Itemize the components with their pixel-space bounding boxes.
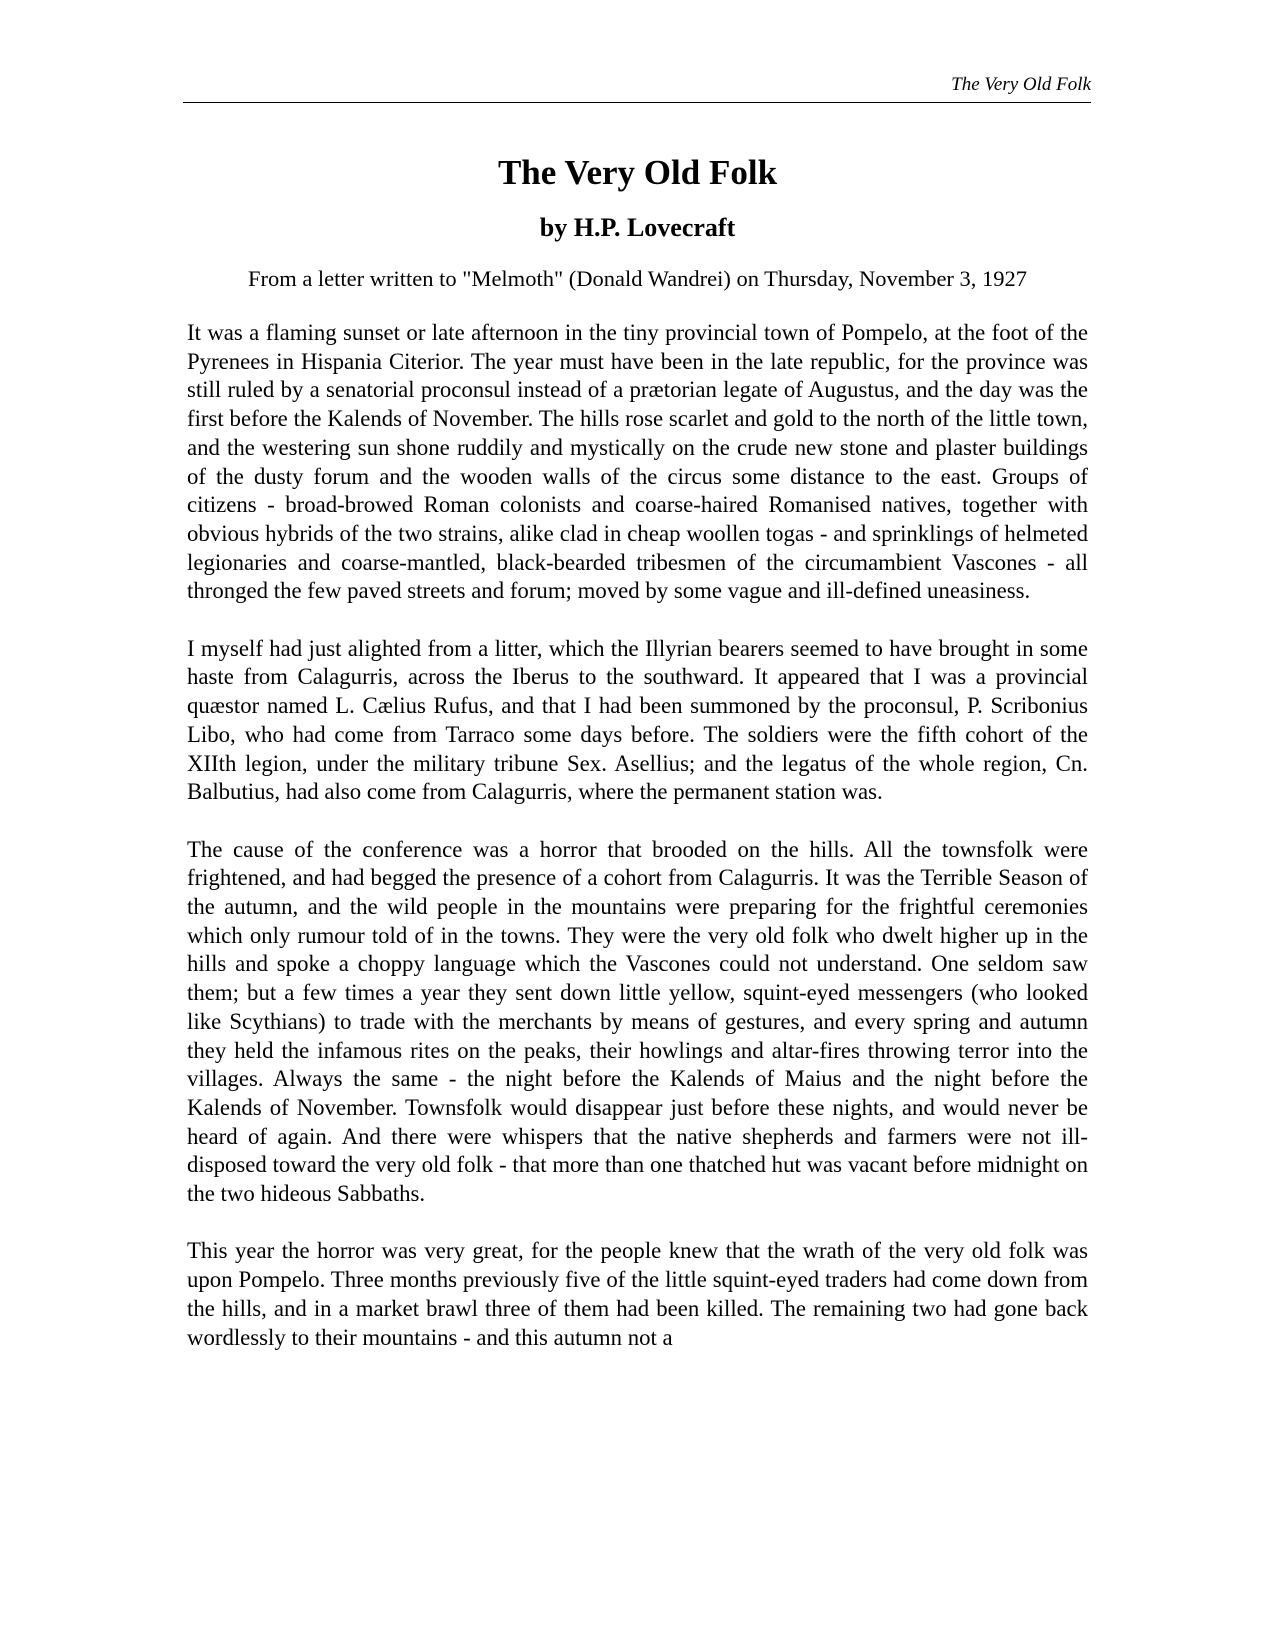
document-body xyxy=(187,140,1088,1352)
document-title: The Very Old Folk xyxy=(497,153,778,192)
source-note: From a letter written to "Melmoth" (Donald Wandrei) on Thursday, November 3, 1927 xyxy=(247,266,1028,291)
paragraph-4: This year the horror was very great, for the people knew that the wrath of the very old folk was upon Pompelo. Three months previously five of the little squint-eyed traders had come down from the hills, and in a market brawl three of them had been killed. The remaining two had gone back wordlessly to their mountains - and this autumn not a xyxy=(187,1238,1088,1350)
document-byline: by H.P. Lovecraft xyxy=(539,213,736,242)
paragraph-1: It was a flaming sunset or late afternoon in the tiny provincial town of Pompelo, at the foot of the Pyrenees in Hispania Citerior. The year must have been in the late republic, for the province was still ruled by a senatorial proconsul instead of a prætorian legate of Augustus, and the day was the first before the Kalends of November. The hills rose scarlet and gold to the north of the little town, and the westering sun shone ruddily and mystically on the crude new stone and plaster buildings of the dusty forum and the wooden walls of the circus some distance to the east. Groups of citizens - broad-browed Roman colonists and coarse-haired Romanised natives, together with obvious hybrids of the two strains, alike clad in cheap woollen togas - and sprinklings of helmeted legionaries and coarse-mantled, black-bearded tribesmen of the circumambient Vascones - all thronged the few paved streets and forum; moved by some vague and ill-defined uneasiness. xyxy=(187,320,1088,604)
paragraph-2: I myself had just alighted from a litter, which the Illyrian bearers seemed to have brought in some haste from Calagurris, across the Iberus to the southward. It appeared that I was a provincial quæstor named L. Cælius Rufus, and that I had been summoned by the proconsul, P. Scribonius Libo, who had come from Tarraco some days before. The soldiers were the fifth cohort of the XIIth legion, under the military tribune Sex. Asellius; and the legatus of the whole region, Cn. Balbutius, had also come from Calagurris, where the permanent station was. xyxy=(187,635,1088,805)
running-header xyxy=(183,74,1091,103)
running-header-title: The Very Old Folk xyxy=(951,74,1091,95)
paragraph-3: The cause of the conference was a horror that brooded on the hills. All the townsfolk were frightened, and had begged the presence of a cohort from Calagurris. It was the Terrible Season of the autumn, and the wild people in the mountains were preparing for the frightful ceremonies which only rumour told of in the towns. They were the very old folk who dwelt higher up in the hills and spoke a choppy language which the Vascones could not understand. One seldom saw them; but a few times a year they sent down little yellow, squint-eyed messengers (who looked like Scythians) to trade with the merchants by means of gestures, and every spring and autumn they held the infamous rites on the peaks, their howlings and altar-fires throwing terror into the villages. Always the same - the night before the Kalends of Maius and the night before the Kalends of November. Townsfolk would disappear just before these nights, and would never be heard of again. And there were whispers that the native shepherds and farmers were not ill-disposed toward the very old folk - that more than one thatched hut was vacant before midnight on the two hideous Sabbaths. xyxy=(187,836,1088,1207)
